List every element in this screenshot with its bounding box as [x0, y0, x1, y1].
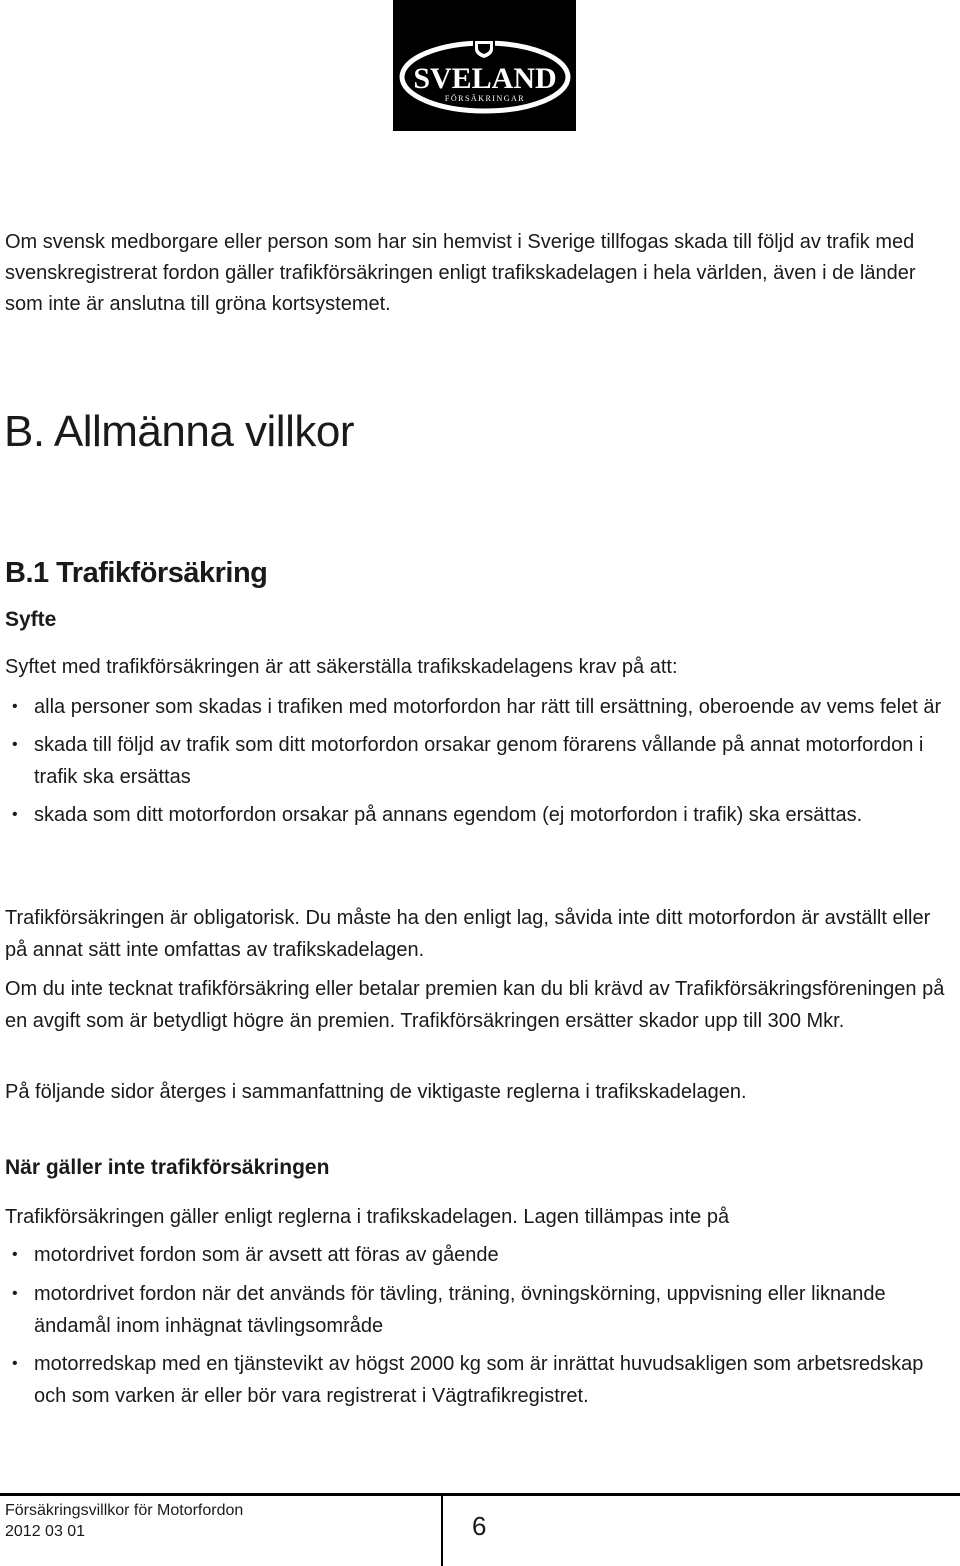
intro-paragraph: Om svensk medborgare eller person som har sin hemvist i Sverige tillfogas skada till följd av trafik med svenskregistrerat fordon gäller trafikförsäkringen enligt trafikskadelagen i hela världen, även i de länder som inte är anslutna till gröna kortsystemet. — [5, 231, 916, 315]
bullet-icon: • — [12, 1355, 18, 1372]
exclusions-heading: När gäller inte trafikförsäkringen — [5, 1156, 330, 1179]
bullet-icon: • — [12, 1285, 18, 1302]
list-item — [5, 729, 955, 793]
list-item — [5, 1239, 955, 1271]
logo-tagline: FÖRSÄKRINGAR — [444, 94, 526, 103]
list-item — [5, 1278, 955, 1342]
bullet-icon: • — [12, 1246, 18, 1263]
list-item-text: motorredskap med en tjänstevikt av högst 2000 kg som är inrättat huvudsakligen som arbetsredskap och som varken är eller bör vara registrerat i Vägtrafikregistret. — [34, 1353, 924, 1407]
footer-divider — [441, 1496, 443, 1566]
footer-rule — [0, 1493, 960, 1496]
summary-paragraph: På följande sidor återges i sammanfattning de viktigaste reglerna i trafikskadelagen. — [5, 1081, 747, 1103]
syfte-heading: Syfte — [5, 608, 57, 631]
footer-date: 2012 03 01 — [5, 1523, 86, 1540]
list-item-text: skada till följd av trafik som ditt motorfordon orsakar genom förarens vållande på annat motorfordon i trafik ska ersättas — [34, 734, 924, 788]
list-item-text: motordrivet fordon när det används för tävling, träning, övningskörning, uppvisning eller liknande ändamål inom inhägnat tävlingsområde — [34, 1283, 886, 1337]
syfte-bullet-list — [5, 691, 955, 831]
footer-document-title: Försäkringsvillkor för Motorfordon — [5, 1502, 244, 1519]
logo-brand: SVELAND — [413, 62, 557, 95]
section-heading: B. Allmänna villkor — [4, 407, 354, 456]
bullet-icon: • — [12, 736, 18, 753]
bullet-icon: • — [12, 698, 18, 715]
subsection-heading: B.1 Trafikförsäkring — [5, 557, 268, 589]
list-item-text: alla personer som skadas i trafiken med motorfordon har rätt till ersättning, oberoende av vems felet är — [34, 696, 942, 718]
list-item-text: motordrivet fordon som är avsett att föras av gående — [34, 1244, 499, 1266]
bullet-icon: • — [12, 806, 18, 823]
premium-paragraph: Om du inte tecknat trafikförsäkring eller betalar premien kan du bli krävd av Trafikförsäkringsföreningen på en avgift som är betydligt högre än premien. Trafikförsäkringen ersätter skador upp till 300 Mkr. — [5, 978, 945, 1032]
sveland-logo — [393, 0, 576, 131]
exclusions-bullet-list — [5, 1239, 955, 1412]
list-item — [5, 1348, 955, 1412]
list-item-text: skada som ditt motorfordon orsakar på annans egendom (ej motorfordon i trafik) ska ersättas. — [34, 804, 863, 826]
obligatory-paragraph: Trafikförsäkringen är obligatorisk. Du måste ha den enligt lag, såvida inte ditt motorfordon är avställt eller på annat sätt inte omfattas av trafikskadelagen. — [5, 907, 931, 961]
sveland-logo-mark — [393, 0, 576, 131]
exclusions-lead: Trafikförsäkringen gäller enligt reglerna i trafikskadelagen. Lagen tillämpas inte på — [5, 1206, 730, 1228]
list-item — [5, 799, 955, 831]
list-item — [5, 691, 955, 723]
syfte-lead: Syftet med trafikförsäkringen är att säkerställa trafikskadelagens krav på att: — [5, 656, 678, 678]
page-number: 6 — [472, 1511, 487, 1541]
